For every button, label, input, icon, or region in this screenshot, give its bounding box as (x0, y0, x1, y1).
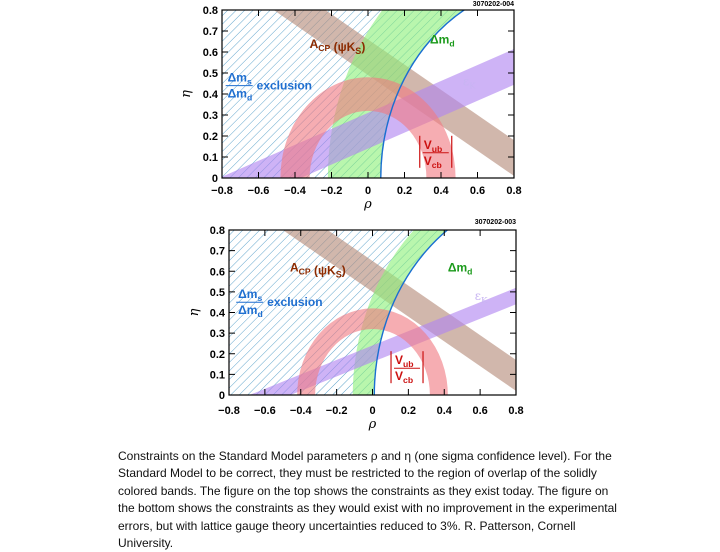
figure-code: 3070202-004 (472, 1, 514, 8)
acp-label: $A_{CP}$ $(\psi K_S)$ (289, 260, 346, 280)
vub-denominator: $V_{cb}$ (395, 369, 414, 386)
dms-exclusion-label: exclusion (256, 78, 313, 93)
vub-numerator: $V_{ub}$ (423, 137, 443, 154)
figure-code: 3070202-003 (474, 219, 516, 226)
vub-denominator: $V_{cb}$ (423, 153, 442, 170)
x-tick-label: 0 (364, 185, 372, 197)
dms-fraction-numerator: $\Delta m_s$ (238, 287, 263, 304)
y-tick-label: 0.1 (202, 152, 218, 164)
x-tick-label: −0.8 (211, 185, 233, 197)
plot-area (229, 218, 720, 420)
y-axis-label: η (187, 308, 202, 317)
x-tick-label: 0.6 (472, 405, 488, 417)
x-tick-label: 0.8 (506, 185, 522, 197)
x-tick-label: 0.2 (400, 405, 417, 417)
y-tick-label: 0.6 (202, 47, 218, 59)
y-tick-label: 0.8 (209, 225, 225, 237)
y-tick-label: 0.8 (202, 5, 218, 17)
y-tick-label: 0.4 (209, 307, 225, 320)
x-tick-label: 0.4 (436, 405, 452, 417)
y-tick-label: 0 (218, 390, 225, 402)
x-tick-label: −0.4 (289, 405, 312, 417)
y-tick-label: 0.6 (209, 266, 225, 279)
top-constraint-chart (0, 0, 720, 218)
y-tick-label: 0 (211, 173, 218, 185)
x-tick-label: 0.8 (508, 405, 524, 417)
y-tick-label: 0.2 (209, 348, 225, 361)
dmd-label: $\Delta m_d$ (447, 260, 473, 277)
x-tick-label: −0.4 (284, 185, 306, 197)
dms-fraction-denominator: $\Delta m_d$ (227, 86, 253, 103)
y-tick-label: 0.5 (209, 286, 225, 299)
y-tick-label: 0.5 (202, 68, 218, 80)
x-axis-label: ρ (368, 417, 377, 432)
y-tick-label: 0.2 (202, 131, 218, 143)
vub-numerator: $V_{ub}$ (395, 353, 414, 370)
epsk-label: $\varepsilon_K$ (462, 74, 476, 92)
y-tick-label: 0.4 (202, 89, 218, 101)
x-tick-label: 0.6 (469, 185, 486, 197)
x-axis-label: ρ (364, 197, 372, 212)
x-tick-label: −0.8 (218, 405, 240, 417)
x-tick-label: 0 (369, 405, 376, 417)
x-tick-label: −0.2 (320, 185, 343, 197)
x-tick-label: −0.2 (325, 405, 348, 417)
y-axis-label: η (179, 90, 194, 98)
x-tick-label: 0.4 (433, 185, 449, 197)
y-tick-label: 0.7 (202, 26, 218, 38)
x-tick-label: 0.2 (396, 185, 413, 197)
x-tick-label: −0.6 (254, 405, 276, 417)
acp-label: $A_{CP}$ $(\psi K_S)$ (309, 36, 366, 56)
x-tick-label: −0.6 (247, 185, 270, 197)
epsk-label: $\varepsilon_K$ (474, 289, 488, 307)
y-tick-label: 0.3 (202, 110, 218, 122)
figure-caption: Constraints on the Standard Model parameters ρ and η (one sigma confidence level). For the Standard Model to be correct, they must be restricted to the region of overlap of the solidly colored bands. The figure on the top shows the constraints as they exist today. The figure on the bottom shows the constraints as they would exist with no improvement in the experimental errors, but with lattice gauge theory uncertainties reduced to 3%. R. Patterson, Cornell University. (118, 449, 617, 551)
y-tick-label: 0.1 (209, 369, 225, 382)
y-tick-label: 0.7 (209, 245, 225, 258)
dms-fraction-denominator: $\Delta m_d$ (238, 303, 263, 320)
bottom-constraint-chart (0, 218, 720, 446)
dms-fraction-numerator: $\Delta m_s$ (227, 70, 252, 87)
dmd-label: $\Delta m_d$ (430, 32, 455, 49)
plot-area (222, 0, 720, 212)
y-tick-label: 0.3 (209, 328, 225, 341)
dms-exclusion-label: exclusion (267, 295, 323, 310)
